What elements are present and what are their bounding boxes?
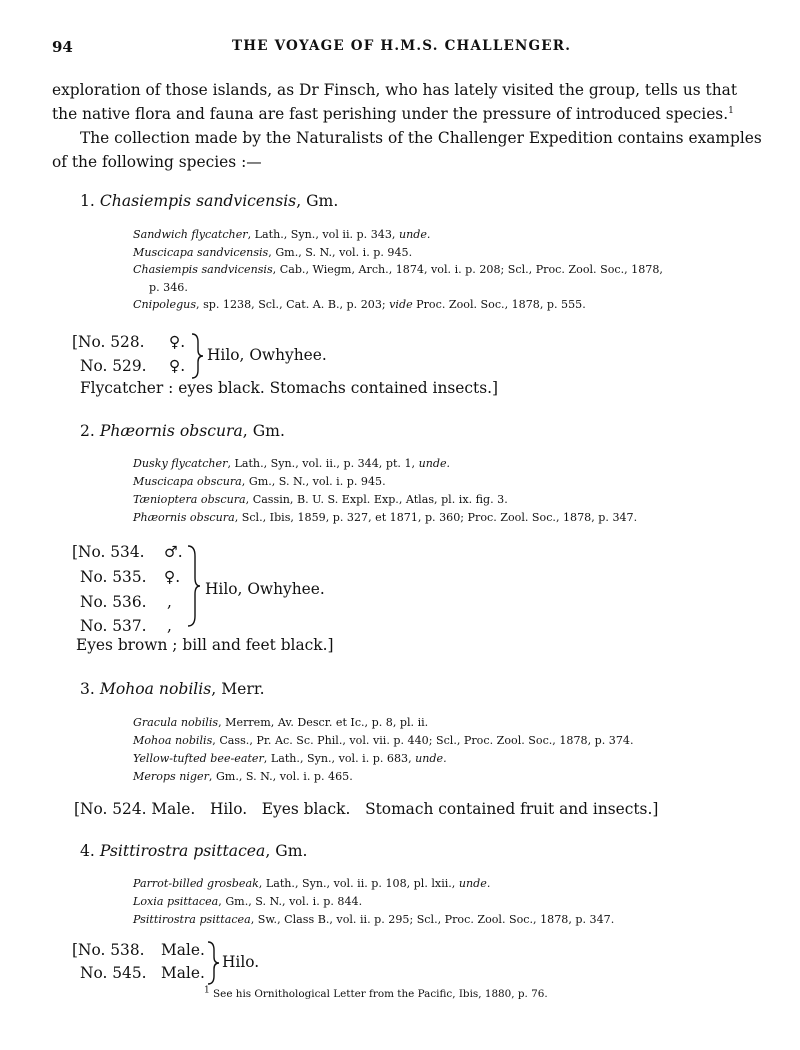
intro-line-4: of the following species :— (52, 153, 262, 171)
synonym-line: Chasiempis sandvicensis, Cab., Wiegm, Arch., 1874, vol. i. p. 208; Scl., Proc. Zool. Soc., 1878, (133, 263, 663, 276)
synonym-line: p. 346. (149, 280, 188, 294)
specimen-id: No. 536. (80, 593, 147, 611)
species-note: Eyes brown ; bill and feet black.] (76, 636, 334, 654)
specimen-sex: Male. (161, 941, 205, 959)
specimen-id: No. 545. (80, 964, 147, 982)
specimen-sex: , (167, 617, 172, 635)
brace (186, 544, 202, 628)
intro-line-3: The collection made by the Naturalists of the Challenger Expedition contains examples (80, 129, 762, 147)
specimen-sex: ♀. (169, 357, 186, 375)
specimen-id: [No. 534. (72, 543, 145, 561)
intro-line-1: exploration of those islands, as Dr Finsch, who has lately visited the group, tells us that (52, 81, 738, 99)
specimen-id: No. 535. (80, 568, 147, 586)
species-title: 4. Psittirostra psittacea, Gm. (80, 842, 308, 860)
brace (206, 940, 220, 986)
specimen-sex: ♂. (164, 543, 183, 561)
intro-line-2: the native flora and fauna are fast perishing under the pressure of introduced species.$^1$ (52, 105, 734, 123)
footnote-ref: 1 (728, 105, 734, 116)
specimen-sex: ♀. (164, 568, 181, 586)
specimen-id: [No. 528. (72, 333, 145, 351)
specimen-id: [No. 538. (72, 941, 145, 959)
species-title: 3. Mohoa nobilis, Merr. (80, 680, 265, 698)
page-number: 94 (52, 38, 73, 56)
synonym-line: Cnipolegus, sp. 1238, Scl., Cat. A. B., p. 203; vide Proc. Zool. Soc., 1878, p. 555. (133, 298, 586, 311)
species-title: 2. Phæornis obscura, Gm. (80, 422, 285, 440)
locality: Hilo, Owhyhee. (207, 346, 327, 364)
species-note: Flycatcher : eyes black. Stomachs contained insects.] (80, 379, 498, 397)
locality: Hilo, Owhyhee. (205, 580, 325, 598)
synonym-line: Sandwich flycatcher, Lath., Syn., vol ii. p. 343, unde. (133, 228, 431, 241)
synonym-line: Dusky flycatcher, Lath., Syn., vol. ii., p. 344, pt. 1, unde. (133, 457, 451, 470)
synonym-line: Parrot-billed grosbeak, Lath., Syn., vol. ii. p. 108, pl. lxii., unde. (133, 877, 491, 890)
specimen-sex: , (167, 593, 172, 611)
specimen-id: No. 537. (80, 617, 147, 635)
synonym-line: Merops niger, Gm., S. N., vol. i. p. 465. (133, 770, 353, 783)
footnote: $^1$ See his Ornithological Letter from the Pacific, Ibis, 1880, p. 76. (204, 985, 548, 1000)
specimen-id: No. 529. (80, 357, 147, 375)
species-title: 1. Chasiempis sandvicensis, Gm. (80, 192, 339, 210)
synonym-line: Psittirostra psittacea, Sw., Class B., vol. ii. p. 295; Scl., Proc. Zool. Soc., 1878, p. 347. (133, 913, 615, 926)
synonym-line: Yellow-tufted bee-eater, Lath., Syn., vol. i. p. 683, unde. (133, 752, 447, 765)
species-note: [No. 524. Male. Hilo. Eyes black. Stomach contained fruit and insects.] (74, 800, 659, 818)
running-title: THE VOYAGE OF H.M.S. CHALLENGER. (232, 38, 572, 54)
synonym-line: Phæornis obscura, Scl., Ibis, 1859, p. 327, et 1871, p. 360; Proc. Zool. Soc., 1878, p. 347. (133, 511, 638, 524)
synonym-line: Mohoa nobilis, Cass., Pr. Ac. Sc. Phil., vol. vii. p. 440; Scl., Proc. Zool. Soc., 1878, p. 374. (133, 734, 634, 747)
specimen-sex: ♀. (169, 333, 186, 351)
synonym-line: Tænioptera obscura, Cassin, B. U. S. Expl. Exp., Atlas, pl. ix. fig. 3. (133, 493, 508, 506)
synonym-line: Loxia psittacea, Gm., S. N., vol. i. p. 844. (133, 895, 363, 908)
specimen-sex: Male. (161, 964, 205, 982)
synonym-line: Muscicapa obscura, Gm., S. N., vol. i. p. 945. (133, 475, 386, 488)
synonym-line: Muscicapa sandvicensis, Gm., S. N., vol. i. p. 945. (133, 245, 413, 259)
synonym-line: Gracula nobilis, Merrem, Av. Descr. et Ic., p. 8, pl. ii. (133, 716, 429, 729)
locality: Hilo. (222, 953, 260, 971)
brace (190, 332, 204, 380)
